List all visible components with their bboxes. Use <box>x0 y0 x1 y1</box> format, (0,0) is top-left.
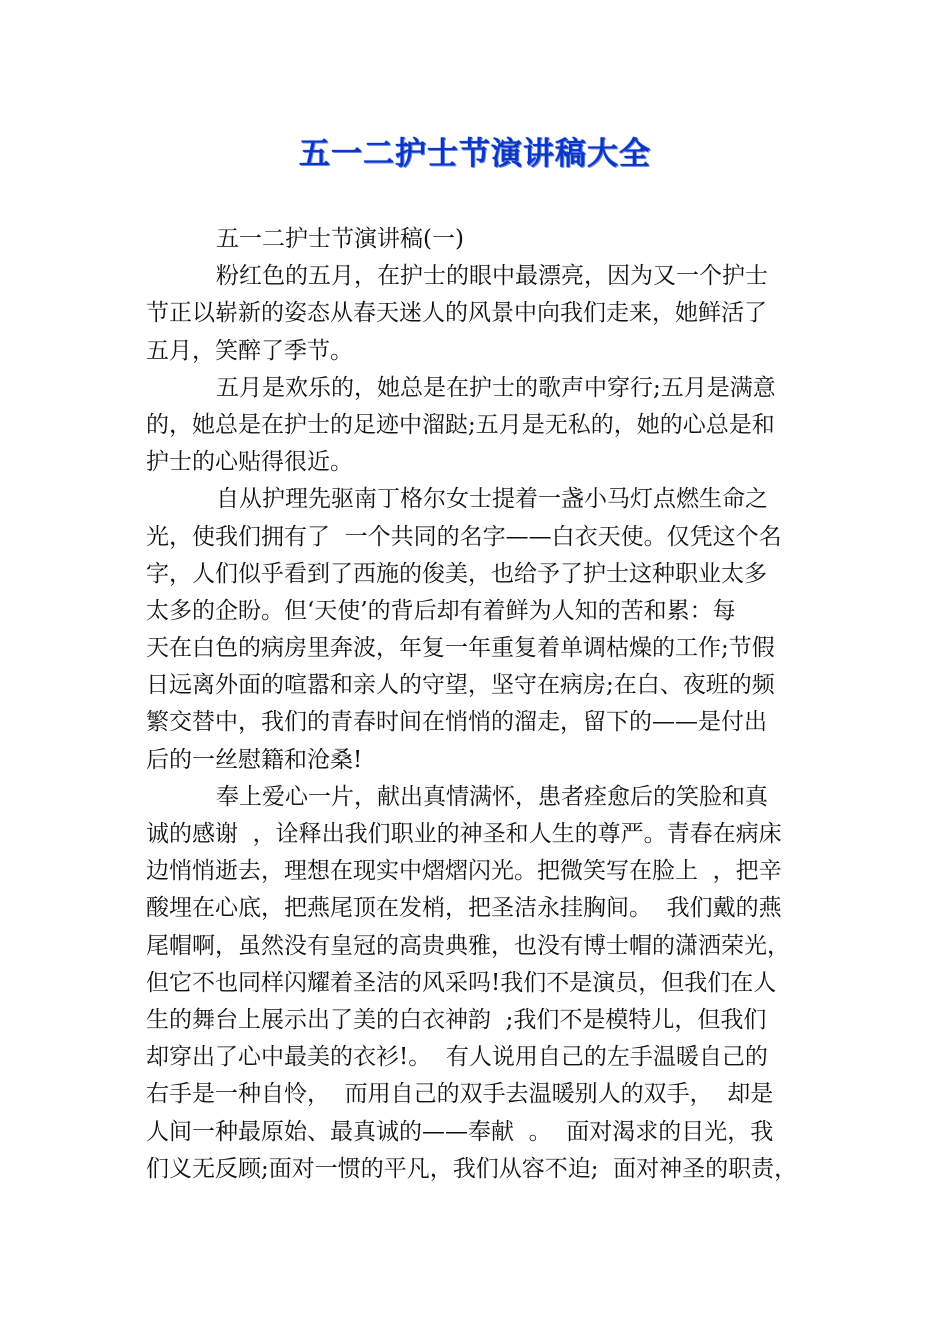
text-line: 后的一丝慰籍和沧桑! <box>146 746 363 773</box>
text-line: 日远离外面的喧嚣和亲人的守望，坚守在病房;在白、夜班的频 <box>146 672 775 699</box>
text-line: 尾帽啊，虽然没有皇冠的高贵典雅，也没有博士帽的潇洒荣光， <box>146 932 790 959</box>
text-line: 五月是欢乐的，她总是在护士的歌声中穿行;五月是满意 <box>216 374 776 401</box>
text-line: 太多的企盼。但‘天使’的背后却有着鲜为人知的苦和累：每 <box>146 597 736 624</box>
text-line: 酸埋在心底，把燕尾顶在发梢，把圣洁永挂胸间。 我们戴的燕 <box>146 895 782 922</box>
text-line: 奉上爱心一片，献出真情满怀，患者痊愈后的笑脸和真 <box>216 783 768 810</box>
text-line: 字，人们似乎看到了西施的俊美，也给予了护士这种职业太多 <box>146 560 767 587</box>
document-title: 五一二护士节演讲稿大全 <box>299 136 651 172</box>
text-line: 诚的感谢 ，诠释出我们职业的神圣和人生的尊严。青春在病床 <box>146 821 782 847</box>
text-line: 护士的心贴得很近。 <box>146 449 353 476</box>
text-line: 五一二护士节演讲稿(一) <box>216 226 464 252</box>
text-line: 生的舞台上展示出了美的白衣神韵 ;我们不是模特儿，但我们 <box>146 1006 767 1033</box>
text-line: 但它不也同样闪耀着圣洁的风采吗!我们不是演员，但我们在人 <box>146 969 777 996</box>
text-line: 边悄悄逝去，理想在现实中熠熠闪光。把微笑写在脸上 ，把辛 <box>146 858 782 885</box>
text-line: 五月，笑醉了季节。 <box>146 337 353 364</box>
text-line: 的，她总是在护士的足迹中溜跶;五月是无私的，她的心总是和 <box>146 411 775 438</box>
text-line: 光，使我们拥有了 一个共同的名字——白衣天使。仅凭这个名 <box>146 523 782 550</box>
text-line: 粉红色的五月，在护士的眼中最漂亮，因为又一个护士 <box>216 263 768 290</box>
text-line: 们义无反顾;面对一惯的平凡，我们从容不迫; 面对神圣的职责， <box>146 1155 798 1182</box>
text-line: 自从护理先驱南丁格尔女士提着一盏小马灯点燃生命之 <box>216 486 768 513</box>
text-line: 天在白色的病房里奔波，年复一年重复着单调枯燥的工作;节假 <box>146 635 775 662</box>
text-line: 右手是一种自怜， 而用自己的双手去温暖别人的双手， 却是 <box>146 1081 774 1108</box>
text-line: 人间一种最原始、最真诚的——奉献 。 面对渴求的目光，我 <box>146 1118 774 1145</box>
text-line: 节正以崭新的姿态从春天迷人的风景中向我们走来，她鲜活了 <box>146 300 767 327</box>
text-line: 却穿出了心中最美的衣衫!。 有人说用自己的左手温暖自己的 <box>146 1044 768 1071</box>
text-line: 繁交替中，我们的青春时间在悄悄的溜走，留下的——是付出 <box>146 709 767 736</box>
document-body <box>146 221 806 1188</box>
